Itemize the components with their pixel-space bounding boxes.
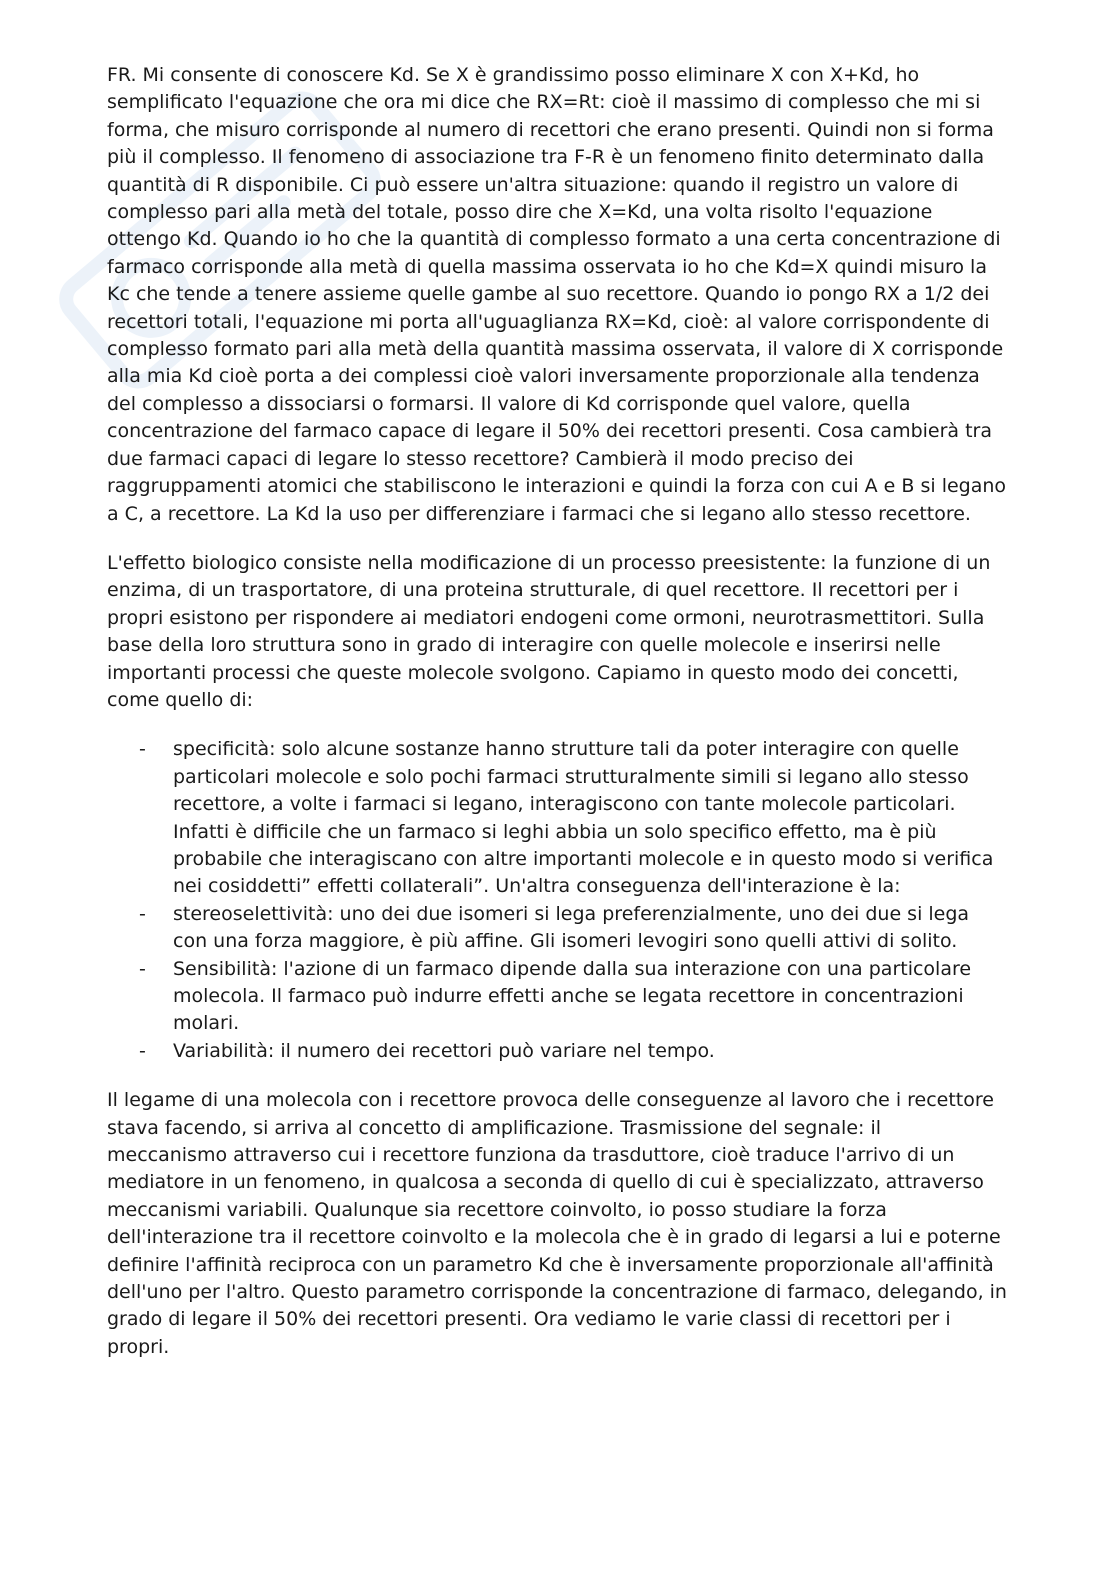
concepts-list xyxy=(107,736,1007,1065)
list-item-text: Variabilità: il numero dei recettori può variare nel tempo. xyxy=(173,1039,715,1062)
list-item-specificity xyxy=(107,736,1007,900)
document-body xyxy=(107,62,1007,1383)
paragraph-biological-effect: L'effetto biologico consiste nella modificazione di un processo preesistente: la funzione di un enzima, di un trasportatore, di una proteina strutturale, di quel recettore. Il recettori per i propri esistono per rispondere ai mediatori endogeni come ormoni, neurotrasmettitori. Sulla base della loro struttura sono in grado di interagire con quelle molecole e inserirsi nelle importanti processi che queste molecole svolgono. Capiamo in questo modo dei concetti, come quello di: xyxy=(107,551,991,711)
list-bullet: - xyxy=(139,902,146,925)
paragraph-signal-transduction: Il legame di una molecola con i recettore provoca delle conseguenze al lavoro che i recettore stava facendo, si arriva al concetto di amplificazione. Trasmissione del segnale: il meccanismo attraverso cui i recettore funziona da trasduttore, cioè traduce l'arrivo di un mediatore in un fenomeno, in qualcosa a seconda di quello di cui è specializzato, attraverso meccanismi variabili. Qualunque sia recettore coinvolto, io posso studiare la forza dell'interazione tra il recettore coinvolto e la molecola che è in grado di legarsi a lui e poterne definire l'affinità reciproca con un parametro Kd che è inversamente proporzionale all'affinità dell'uno per l'altro. Questo parametro corrisponde la concentrazione di farmaco, delegando, in grado di legare il 50% dei recettori presenti. Ora vediamo le varie classi di recettori per i propri. xyxy=(107,1089,1007,1358)
list-bullet: - xyxy=(139,957,146,980)
list-item-sensitivity xyxy=(107,956,1007,1038)
list-item-text: stereoselettività: uno dei due isomeri si lega preferenzialmente, uno dei due si lega con una forza maggiore, è più affine. Gli isomeri levogiri sono quelli attivi di solito. xyxy=(173,902,970,953)
paragraph-kd-intro: FR. Mi consente di conoscere Kd. Se X è grandissimo posso eliminare X con X+Kd, ho semplificato l'equazione che ora mi dice che RX=Rt: cioè il massimo di complesso che mi si forma, che misuro corrisponde al numero di recettori che erano presenti. Quindi non si forma più il complesso. Il fenomeno di associazione tra F-R è un fenomeno finito determinato dalla quantità di R disponibile. Ci può essere un'altra situazione: quando il registro un valore di complesso pari alla metà del totale, posso dire che X=Kd, una volta risolto l'equazione ottengo Kd. Quando io ho che la quantità di complesso formato a una certa concentrazione di farmaco corrisponde alla metà di quella massima osservata io ho che Kd=X quindi misuro la Kc che tende a tenere assieme quelle gambe al suo recettore. Quando io pongo RX a 1/2 dei recettori totali, l'equazione mi porta all'uguaglianza RX=Kd, cioè: al valore corrispondente di complesso formato pari alla metà della quantità massima osservata, il valore di X corrisponde alla mia Kd cioè porta a dei complessi cioè valori inversamente proporzionale alla tendenza del complesso a dissociarsi o formarsi. Il valore di Kd corrisponde quel valore, quella concentrazione del farmaco capace di legare il 50% dei recettori presenti. Cosa cambierà tra due farmaci capaci di legare lo stesso recettore? Cambierà il modo preciso dei raggruppamenti atomici che stabiliscono le interazioni e quindi la forza con cui A e B si legano a C, a recettore. La Kd la uso per differenziare i farmaci che si legano allo stesso recettore. xyxy=(107,64,1007,525)
list-bullet: - xyxy=(139,738,146,761)
list-item-stereoselectivity xyxy=(107,901,1007,956)
list-item-text: specificità: solo alcune sostanze hanno strutture tali da poter interagire con quelle particolari molecole e solo pochi farmaci strutturalmente simili si legano allo stesso recettore, a volte i farmaci si legano, interagiscono con tante molecole particolari. Infatti è difficile che un farmaco si leghi abbia un solo specifico effetto, ma è più probabile che interagiscano con altre importanti molecole e in questo modo si verifica nei cosiddetti” effetti collaterali”. Un'altra conseguenza dell'interazione è la: xyxy=(173,738,994,898)
list-item-variability xyxy=(107,1038,1007,1065)
list-bullet: - xyxy=(139,1039,146,1062)
list-item-text: Sensibilità: l'azione di un farmaco dipende dalla sua interazione con una particolare molecola. Il farmaco può indurre effetti anche se legata recettore in concentrazioni molari. xyxy=(173,957,972,1035)
